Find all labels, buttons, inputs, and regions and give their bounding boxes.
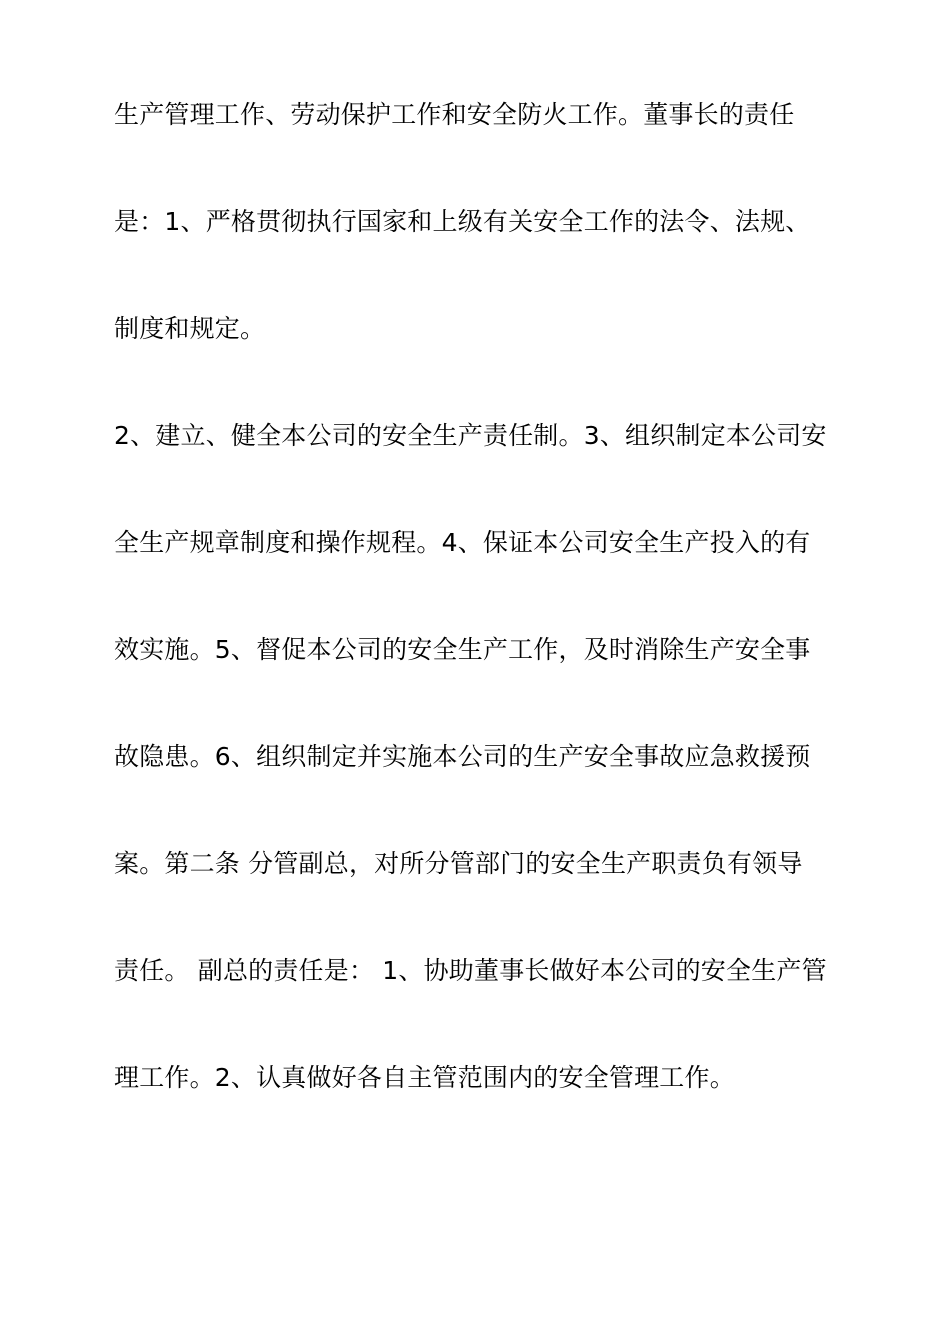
text-line: 是：1、严格贯彻执行国家和上级有关安全工作的法令、法规、 [114,207,811,236]
text-line: 效实施。5、督促本公司的安全生产工作，及时消除生产安全事 [114,635,811,664]
text-line: 生产管理工作、劳动保护工作和安全防火工作。董事长的责任 [114,100,795,129]
text-line: 责任。 副总的责任是： 1、协助董事长做好本公司的安全生产管 [114,956,827,985]
text-line: 2、建立、健全本公司的安全生产责任制。3、组织制定本公司安 [114,421,827,450]
text-line: 全生产规章制度和操作规程。4、保证本公司安全生产投入的有 [114,528,811,557]
body-text [114,91,844,1161]
text-line: 理工作。2、认真做好各自主管范围内的安全管理工作。 [114,1063,735,1092]
text-line: 案。第二条 分管副总，对所分管部门的安全生产职责负有领导 [114,849,803,878]
text-line: 制度和规定。 [114,314,266,343]
text-line: 故隐患。6、组织制定并实施本公司的生产安全事故应急救援预 [114,742,811,771]
